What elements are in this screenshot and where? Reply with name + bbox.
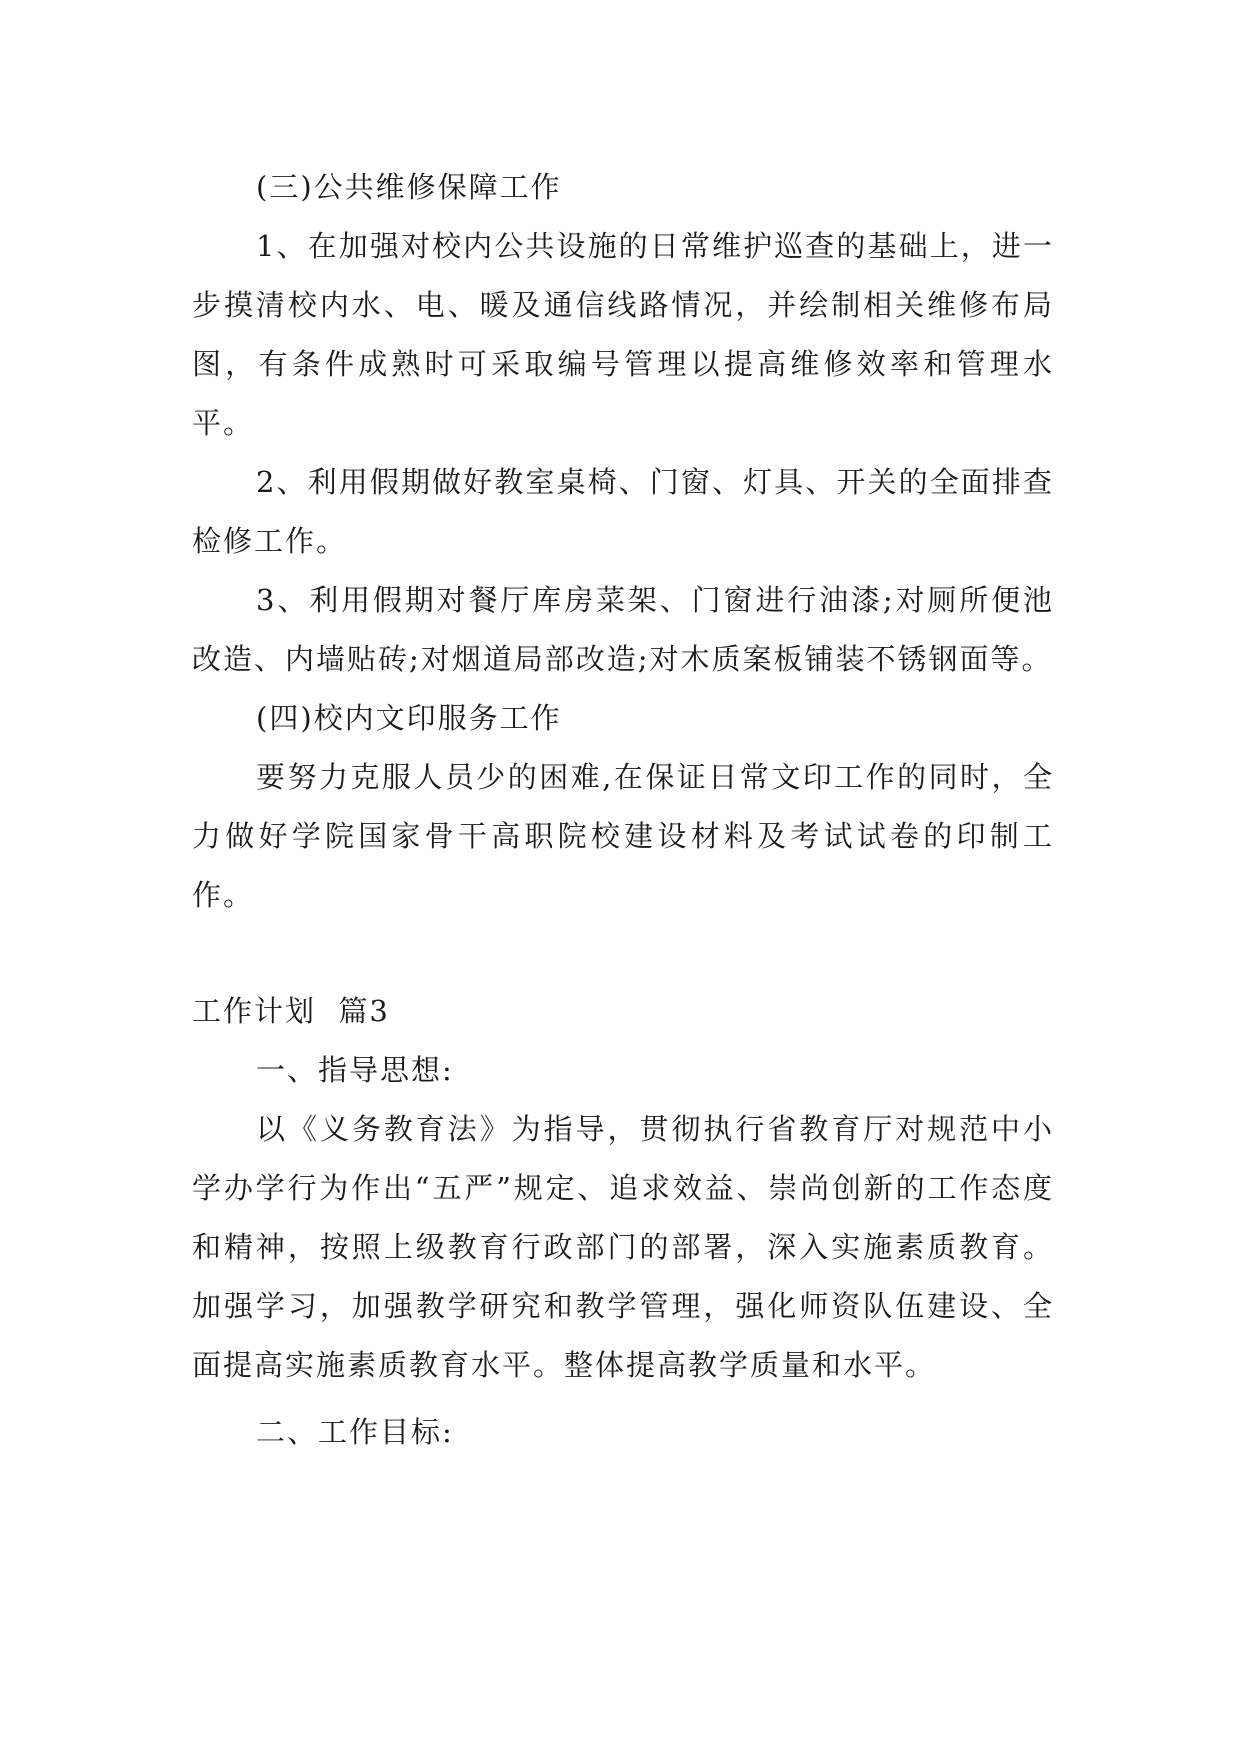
guiding-thought-heading: 一、指导思想:	[256, 1053, 454, 1087]
paragraph-item-3: 3、利用假期对餐厅库房菜架、门窗进行油漆;对厕所便池改造、内墙贴砖;对烟道局部改造;对木质案板铺装不锈钢面等。	[192, 583, 1054, 676]
plan-3-title: 工作计划 篇3	[192, 994, 390, 1028]
section-4-heading: (四)校内文印服务工作	[256, 701, 562, 735]
document-body	[192, 158, 1054, 1462]
section-4-body: 要努力克服人员少的困难,在保证日常文印工作的同时，全力做好学院国家骨干高职院校建设材料及考试试卷的印制工作。	[192, 760, 1054, 912]
guiding-thought-body: 以《义务教育法》为指导，贯彻执行省教育厅对规范中小学办学行为作出“五严”规定、追求效益、崇尚创新的工作态度和精神，按照上级教育行政部门的部署，深入实施素质教育。加强学习，加强教学研究和教学管理，强化师资队伍建设、全面提高实施素质教育水平。整体提高教学质量和水平。	[192, 1112, 1054, 1382]
paragraph-item-2: 2、利用假期做好教室桌椅、门窗、灯具、开关的全面排查检修工作。	[192, 465, 1054, 558]
paragraph-item-1: 1、在加强对校内公共设施的日常维护巡查的基础上，进一步摸清校内水、电、暖及通信线路情况，并绘制相关维修布局图，有条件成熟时可采取编号管理以提高维修效率和管理水平。	[192, 229, 1054, 440]
section-3-heading: (三)公共维修保障工作	[256, 170, 562, 204]
work-goal-heading: 二、工作目标:	[256, 1415, 454, 1449]
